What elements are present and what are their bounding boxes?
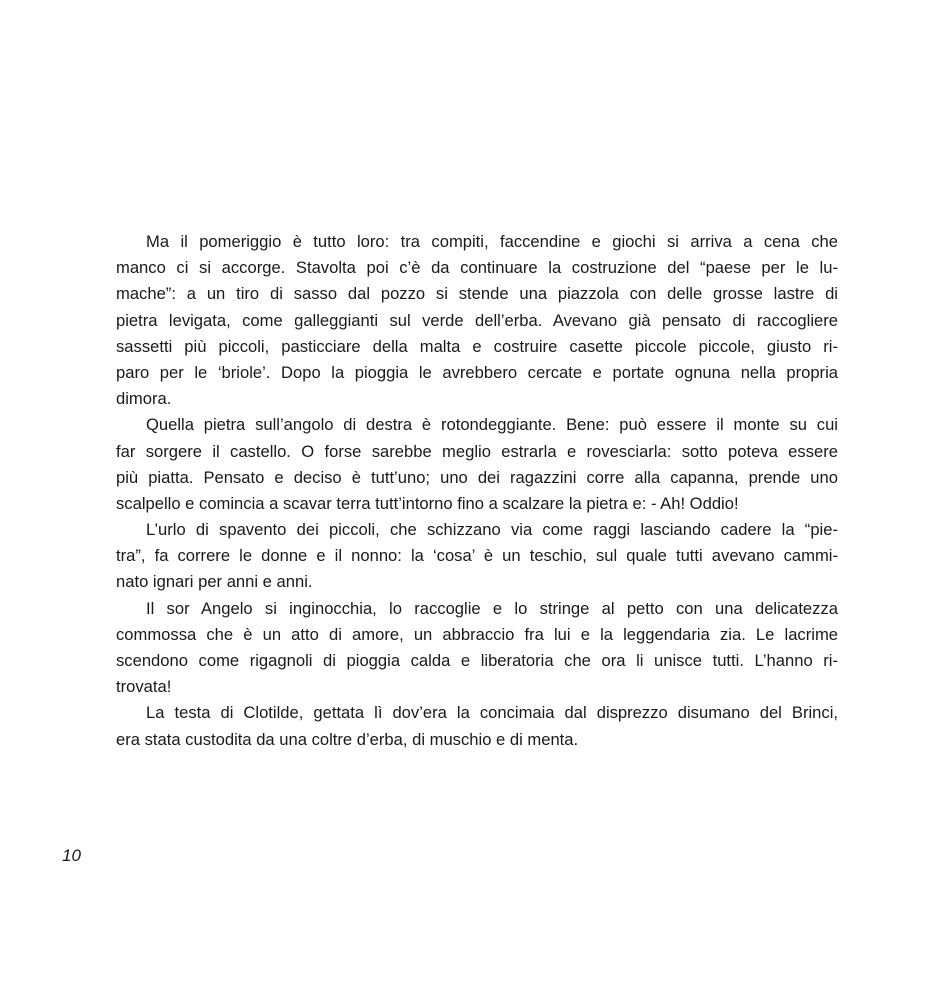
text-line: commossa che è un atto di amore, un abbraccio fra lui e la leggendaria zia. Le lacrime <box>116 624 838 644</box>
text-line: trovata! <box>116 677 172 697</box>
text-line: Quella pietra sull’angolo di destra è rotondeggiante. Bene: può essere il monte su cui <box>146 415 838 435</box>
text-line: manco ci si accorge. Stavolta poi c’è da continuare la costruzione del “paese per le lu- <box>116 258 838 278</box>
text-line: scendono come rigagnoli di pioggia calda e liberatoria che ora li unisce tutti. L’hanno ri- <box>116 651 838 670</box>
text-line: L’urlo di spavento dei piccoli, che schizzano via come raggi lasciando cadere la “pie- <box>146 520 838 540</box>
text-line: tra”, fa correre le donne e il nonno: la ‘cosa’ è un teschio, sul quale tutti avevano cammi- <box>116 546 838 566</box>
text-line: più piatta. Pensato e deciso è tutt’uno; uno dei ragazzini corre alla capanna, prende uno <box>116 467 838 487</box>
text-line: dimora. <box>116 389 172 409</box>
text-line: sassetti più piccoli, pasticciare della malta e costruire casette piccole piccole, giusto ri- <box>116 336 838 356</box>
text-line: Il sor Angelo si inginocchia, lo raccoglie e lo stringe al petto con una delicatezza <box>146 598 838 618</box>
text-line: La testa di Clotilde, gettata lì dov’era la concimaia dal disprezzo disumano del Brinci, <box>146 703 838 723</box>
text-line: nato ignari per anni e anni. <box>116 572 313 592</box>
text-line: era stata custodita da una coltre d’erba, di muschio e di menta. <box>116 729 579 749</box>
text-line: pietra levigata, come galleggianti sul verde dell’erba. Avevano già pensato di raccogliere <box>116 310 838 330</box>
page-number: 10 <box>62 846 81 865</box>
text-line: scalpello e comincia a scavar terra tutt’intorno fino a scalzare la pietra e: - Ah! Oddio! <box>116 493 739 513</box>
body-text <box>116 229 838 753</box>
text-line: mache”: a un tiro di sasso dal pozzo si stende una piazzola con delle grosse lastre di <box>116 284 838 304</box>
text-line: far sorgere il castello. O forse sarebbe meglio estrarla e rovesciarla: sotto poteva essere <box>116 441 838 461</box>
text-line: Ma il pomeriggio è tutto loro: tra compiti, faccendine e giochi si arriva a cena che <box>146 232 838 251</box>
text-line: paro per le ‘briole’. Dopo la pioggia le avrebbero cercate e portate ognuna nella propria <box>116 362 838 382</box>
